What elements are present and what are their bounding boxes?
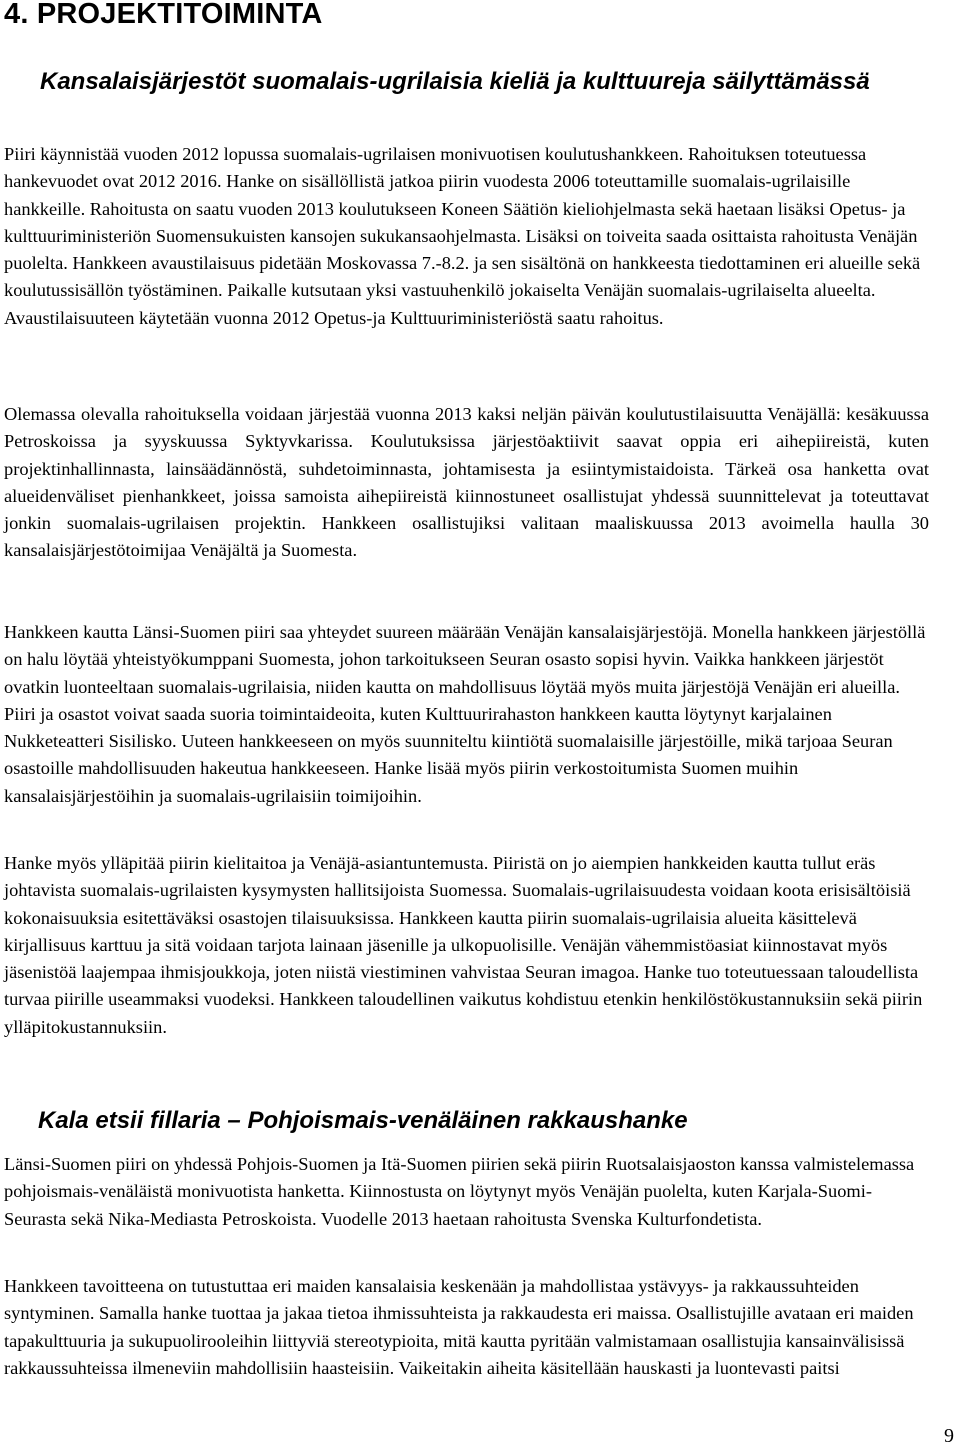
paragraph-expertise: Hanke myös ylläpitää piirin kielitaitoa ja Venäjä-asiantuntemusta. Piiristä on jo aiempien hankkeiden kautta tullut eräs johtavista suomalais-ugrilaisten kysymysten hallitsijoista Suomessa. Suomalais-ugrilaisuudesta voidaan koota erisisältöisiä kokonaisuuksia esitettäväksi osastojen tilaisuuksissa. Hankkeen kautta piirin suomalais-ugrilaisia alueita käsittelevä kirjallisuus karttuu ja sitä voidaan tarjota lainaan jäsenille ja ulkopuolisille. Venäjän vähemmistöasiat kiinnostavat myös jäsenistöä laajempaa ihmisjoukkoja, joten niistä viestiminen vahvistaa Seuran imagoa. Hanke tuo toteutuessaan taloudellista turvaa piirille useammaksi vuodeksi. Hankkeen taloudellinen vaikutus kohdistuu etenkin henkilöstökustannuksiin sekä piirin ylläpitokustannuksiin. — [4, 853, 923, 1037]
paragraph-love-project-goals: Hankkeen tavoitteena on tutustuttaa eri maiden kansalaisia keskenään ja mahdollistaa ystävyys- ja rakkaussuhteiden syntyminen. Samalla hanke tuottaa ja jakaa tietoa ihmissuhteista ja rakkaudesta eri maissa. Osallistujille avataan eri maiden tapakulttuuria ja sukupuolirooleihin liittyviä stereotypioita, mitä kautta pyritään valmistamaan osallistujia kansainvälisissä rakkaussuhteissa ilmeneviin mahdollisiin haasteisiin. Vaikeitakin aiheita käsitellään hauskasti ja luontevasti paitsi — [4, 1276, 914, 1378]
section-heading-finno-ugric: Kansalaisjärjestöt suomalais-ugrilaisia kieliä ja kulttuureja säilyttämässä — [40, 68, 870, 95]
paragraph-network-benefits: Hankkeen kautta Länsi-Suomen piiri saa yhteydet suureen määrään Venäjän kansalaisjärjestöjä. Monella hankkeen järjestöllä on halu löytää yhteistyökumppani Suomesta, johon tarkoitukseen Seuran osasto sopisi hyvin. Vaikka hankkeen järjestöt ovatkin luonteeltaan suomalais-ugrilaisia, niiden kautta on mahdollisuus löytää myös muita järjestöjä Venäjän eri alueilla. Piiri ja osastot voivat saada suoria toimintaideoita, kuten Kulttuurirahaston hankkeen kautta löytynyt karjalainen Nukketeatteri Sisilisko. Uuteen hankkeeseen on myös suunniteltu kiintiötä suomalaisille järjestöille, mikä tarjoaa Seuran osastoille mahdollisuuden hakeutua hankkeeseen. Hanke lisää myös piirin verkostoitumista Suomen muihin kansalaisjärjestöihin ja suomalais-ugrilaisiin toimijoihin. — [4, 622, 926, 806]
page-number: 9 — [944, 1425, 954, 1447]
paragraph-project-launch: Piiri käynnistää vuoden 2012 lopussa suomalais-ugrilaisen monivuotisen koulutushankkeen. Rahoituksen toteutuessa hankevuodet ovat 2012 2016. Hanke on sisällöllistä jatkoa piirin vuodesta 2006 toteuttamille suomalais-ugrilaisille hankkeille. Rahoitusta on saatu vuoden 2013 koulutukseen Koneen Säätiön kieliohjelmasta sekä haetaan lisäksi Opetus- ja kulttuuriministeriön Suomensukuisten kansojen sukukansaohjelmasta. Lisäksi on toiveita saada osittaista rahoitusta Venäjän puolelta. Hankkeen avaustilaisuus pidetään Moskovassa 7.-8.2. ja sen sisältönä on hankkeesta tiedottaminen eri alueille sekä koulutussisällön työstäminen. Paikalle kutsutaan yksi vastuuhenkilö jokaiselta Venäjän suomalais-ugrilaiselta alueelta. Avaustilaisuuteen käytetään vuonna 2012 Opetus-ja Kulttuuriministeriöstä saatu rahoitus. — [4, 144, 921, 328]
chapter-title: 4. PROJEKTITOIMINTA — [4, 0, 323, 30]
paragraph-love-project-partners: Länsi-Suomen piiri on yhdessä Pohjois-Suomen ja Itä-Suomen piirien sekä piirin Ruotsalaisjaoston kanssa valmistelemassa pohjoismais-venäläistä monivuotista hanketta. Kiinnostusta on löytynyt myös Venäjän puolelta, kuten Karjala-Suomi-Seurasta sekä Nika-Mediasta Petroskoista. Vuodelle 2013 haetaan rahoitusta Svenska Kulturfondetista. — [4, 1154, 915, 1229]
section-heading-love-project: Kala etsii fillaria – Pohjoismais-venäläinen rakkaushanke — [38, 1107, 688, 1134]
paragraph-training-events: Olemassa olevalla rahoituksella voidaan järjestää vuonna 2013 kaksi neljän päivän koulutustilaisuutta Venäjällä: kesäkuussa Petroskoissa ja syyskuussa Syktyvkarissa. Koulutuksissa järjestöaktiivit saavat oppia eri aihepiireistä, kuten projektinhallinnasta, lainsäädännöstä, suhdetoiminnasta, johtamisesta ja esiintymistaidoista. Tärkeä osa hanketta ovat alueidenväliset pienhankkeet, joissa samoista aihepiireistä kiinnostuneet osallistujat yhdessä suunnittelevat ja toteuttavat jonkin suomalais-ugrilaisen projektin. Hankkeen osallistujiksi valitaan maaliskuussa 2013 avoimella haulla 30 kansalaisjärjestötoimijaa Venäjältä ja Suomesta. — [4, 404, 929, 561]
